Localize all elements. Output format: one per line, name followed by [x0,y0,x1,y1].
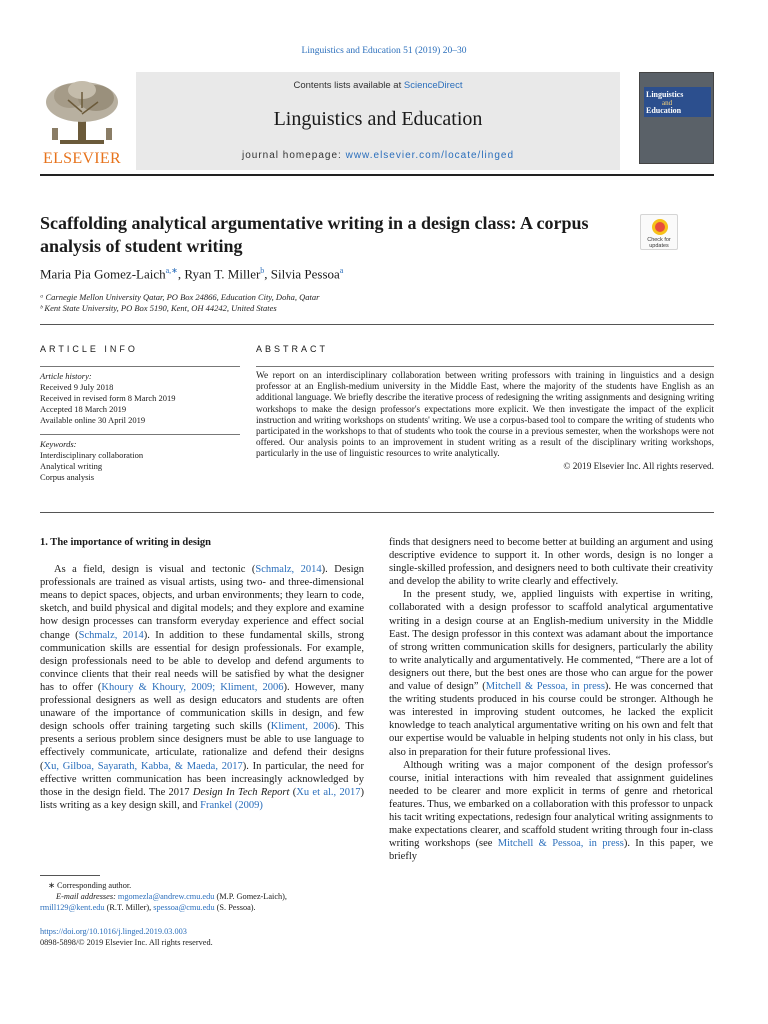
body-column-right [389,536,713,863]
citation-link[interactable]: Mitchell & Pessoa, in press [497,838,624,850]
email-line-1 [40,891,364,902]
badge-line-1: Check for [647,237,671,243]
cover-title-3: Education [646,106,682,115]
badge-text [641,237,677,249]
citation-link[interactable]: Xu, Gilboa, Sayarath, Kabba, & Maeda, 2017 [43,760,243,772]
keyword: Analytical writing [40,461,103,471]
affiliation-b: ᵇ Kent State University, PO Box 5190, Kent, OH 44242, United States [40,303,277,313]
email-link-3[interactable]: spessoa@cmu.edu [153,903,215,912]
keywords-label: Keywords: [40,439,77,449]
abstract-bottom-rule [40,512,714,513]
info-rule-top [40,366,240,367]
article-info [40,366,240,483]
tree-icon [40,78,124,150]
history-item: Received in revised form 8 March 2019 [40,393,176,403]
author-list: Maria Pia Gomez-Laich$^{a,∗}$, Ryan T. Miller$^b$, Silvia Pessoa$^a$ [40,266,344,282]
footnotes [40,880,364,913]
email-owner-3: (S. Pessoa). [214,903,256,912]
sciencedirect-link[interactable]: ScienceDirect [403,80,463,91]
affiliation-rule [40,324,714,325]
affiliation-a: ᵃ Carnegie Mellon University Qatar, PO Box 24866, Education City, Doha, Qatar [40,292,320,302]
email-line-2 [40,902,364,913]
body-column-left [40,536,364,812]
footnote-rule [40,875,100,876]
citation-link[interactable]: Kliment, 2006 [270,721,335,733]
history-label: Article history: [40,371,92,381]
elsevier-logo[interactable] [40,72,124,170]
contents-line [136,80,620,91]
abstract-text: We report on an interdisciplinary collaboration between writing professors with training in linguistics and a design professor at an English-medium university in the Middle East, where the majority of the students have English as an additional language. We briefly describe the iterative process of redesigning the writing assignments and designing writing workshops to make the design professor's expectations more explicit. We then investigate the impact of the explicit instruction and writing workshops on students' writing. We use a corpus-based tool to compare the writing of students who participated in the workshops to that of students who took the course in a previous semester, when the workshops were not offered. Our analysis points to an improvement in student writing as a result of the disciplinary writing workshops, particularly in the use of linguistic resources to write analytically. [256,371,714,460]
journal-title: Linguistics and Education [273,108,483,130]
keyword: Interdisciplinary collaboration [40,450,144,460]
contents-prefix: Contents lists available at [293,80,404,91]
author-name[interactable]: Silvia Pessoa [270,266,340,282]
author-affiliation-marker[interactable]: a [339,266,344,275]
cover-title-2: and [662,99,673,107]
history-item: Accepted 18 March 2019 [40,404,127,414]
abstract-rule [256,366,714,367]
homepage-line [136,150,620,161]
check-for-updates-badge[interactable] [640,214,678,250]
journal-reference[interactable]: Linguistics and Education 51 (2019) 20–30 [301,46,467,56]
journal-header-panel [136,72,620,170]
citation-link[interactable]: Schmalz, 2014 [255,564,322,576]
body-paragraph: In the present study, we, applied linguists with expertise in writing, collaborated with a design professor to scaffold analytical argumentative writing in a design course at an English-medium university in the Middle East. The design professor in this context was adamant about the importance of strong written communication skills for designers, particularly the ability to write analytically and argumentatively. He commented, “There are a lot of designers out there, but the best ones are those who can argue for the power and value of design” (Mitchell & Pessoa, in press). He was concerned that the writing students produced in his course could be stronger. Although he was interested in improving student outcomes, he lacked the explicit knowledge to teach analytical argumentative writing on his own and felt that our expertise would be valuable in helping students not only in his class, but also in preparation for their future professional lives. [389,589,713,758]
email-owner-2: (R.T. Miller), [104,903,154,912]
copyright: © 2019 Elsevier Inc. All rights reserved. [563,461,714,472]
article-title: Scaffolding analytical argumentative writing in a design class: A corpus analysis of student writing [40,213,589,256]
keyword: Corpus analysis [40,472,95,482]
update-icon [652,219,668,235]
body-paragraph: As a field, design is visual and tectonic (Schmalz, 2014). Design professionals are trained as visual artists, using two- and three-dimensional means to depict spaces, objects, and urban environments; they learn to code, sketch, and build physical and digital models; and they explore and examine how design processes can transform everyday experience and effect social change (Schmalz, 2014). In addition to these fundamental skills, strong communication skills are essential for design professionals. For example, design professionals need to be able to develop and defend arguments to convince clients that their real needs will be satisfied by what the designer has to offer (Khoury & Khoury, 2009; Kliment, 2006). However, many professional designers as well as design educators and students are often unaware of the importance of communication skills in design, and few design schools offer training targeting such skills (Kliment, 2006). This presents a serious problem since designers must be able to use language to effectively communicate, articulate, rationalize and defend their designs (Xu, Gilboa, Sayarath, Kabba, & Maeda, 2017). In particular, the need for effective written communication has been increasingly acknowledged by those in the design field. The 2017 Design In Tech Report (Xu et al., 2017) lists writing as a key design skill, and Frankel (2009) [40,564,365,811]
doi-link[interactable]: https://doi.org/10.1016/j.linged.2019.03.003 [40,927,187,936]
email-link-2[interactable]: rmill129@kent.edu [40,903,105,912]
email-owner-1: (M.P. Gomez-Laich), [214,892,287,901]
doi-block [40,926,213,948]
history-item: Received 9 July 2018 [40,382,114,392]
author-affiliation-marker[interactable]: a,∗ [165,266,178,275]
email-link-1[interactable]: mgomezla@andrew.cmu.edu [117,892,215,901]
journal-cover[interactable] [639,72,714,164]
citation-link[interactable]: Frankel (2009) [200,799,263,811]
section-title: 1. The importance of writing in design [40,537,212,548]
cover-title-1: Linguistics [646,90,684,99]
citation-link[interactable]: Mitchell & Pessoa, in press [485,681,605,693]
badge-line-2: updates [649,243,669,249]
publisher-name: ELSEVIER [43,150,121,167]
header-rule [40,174,714,176]
body-paragraph: finds that designers need to become better at building an argument and using descriptive evidence to support it. In other words, design is no longer a single-skilled profession, and designers need to both cultivate their creativity and develop the ability to write clearly and effectively. [389,537,713,588]
homepage-prefix: journal homepage: [241,150,346,161]
citation-link[interactable]: Xu et al., 2017 [296,786,361,798]
author-name[interactable]: Ryan T. Miller [184,266,261,282]
abstract-heading: ABSTRACT [256,344,329,354]
email-label: E-mail addresses: [56,892,116,901]
author-name[interactable]: Maria Pia Gomez-Laich [40,266,166,282]
article-info-heading: ARTICLE INFO [40,344,138,354]
abstract [256,366,714,473]
author-affiliation-marker[interactable]: b [260,266,265,275]
citation-link[interactable]: Schmalz, 2014 [78,629,144,641]
citation-link[interactable]: Khoury & Khoury, 2009; Kliment, 2006 [101,681,284,693]
homepage-link[interactable]: www.elsevier.com/locate/linged [345,150,515,161]
history-item: Available online 30 April 2019 [40,415,146,425]
italic-text: Design In Tech Report [192,786,290,798]
corresponding-author: ∗ Corresponding author. [48,881,132,890]
body-paragraph: Although writing was a major component of the design professor's course, initial interactions with him revealed that assignment guidelines needed to be clearer and more explicit in terms of genre and rhetorical features. Thus, we embarked on a collaboration with this professor to unpack his tacit writing expectations, redesign four analytical writing assignments to make expectations clearer, and scaffold student writing through four in-class writing workshops (see Mitchell & Pessoa, in press). In this paper, we briefly [389,759,713,863]
issn-line: 0898-5898/© 2019 Elsevier Inc. All rights reserved. [40,938,213,947]
info-rule-mid [40,434,240,435]
masthead [40,72,714,170]
